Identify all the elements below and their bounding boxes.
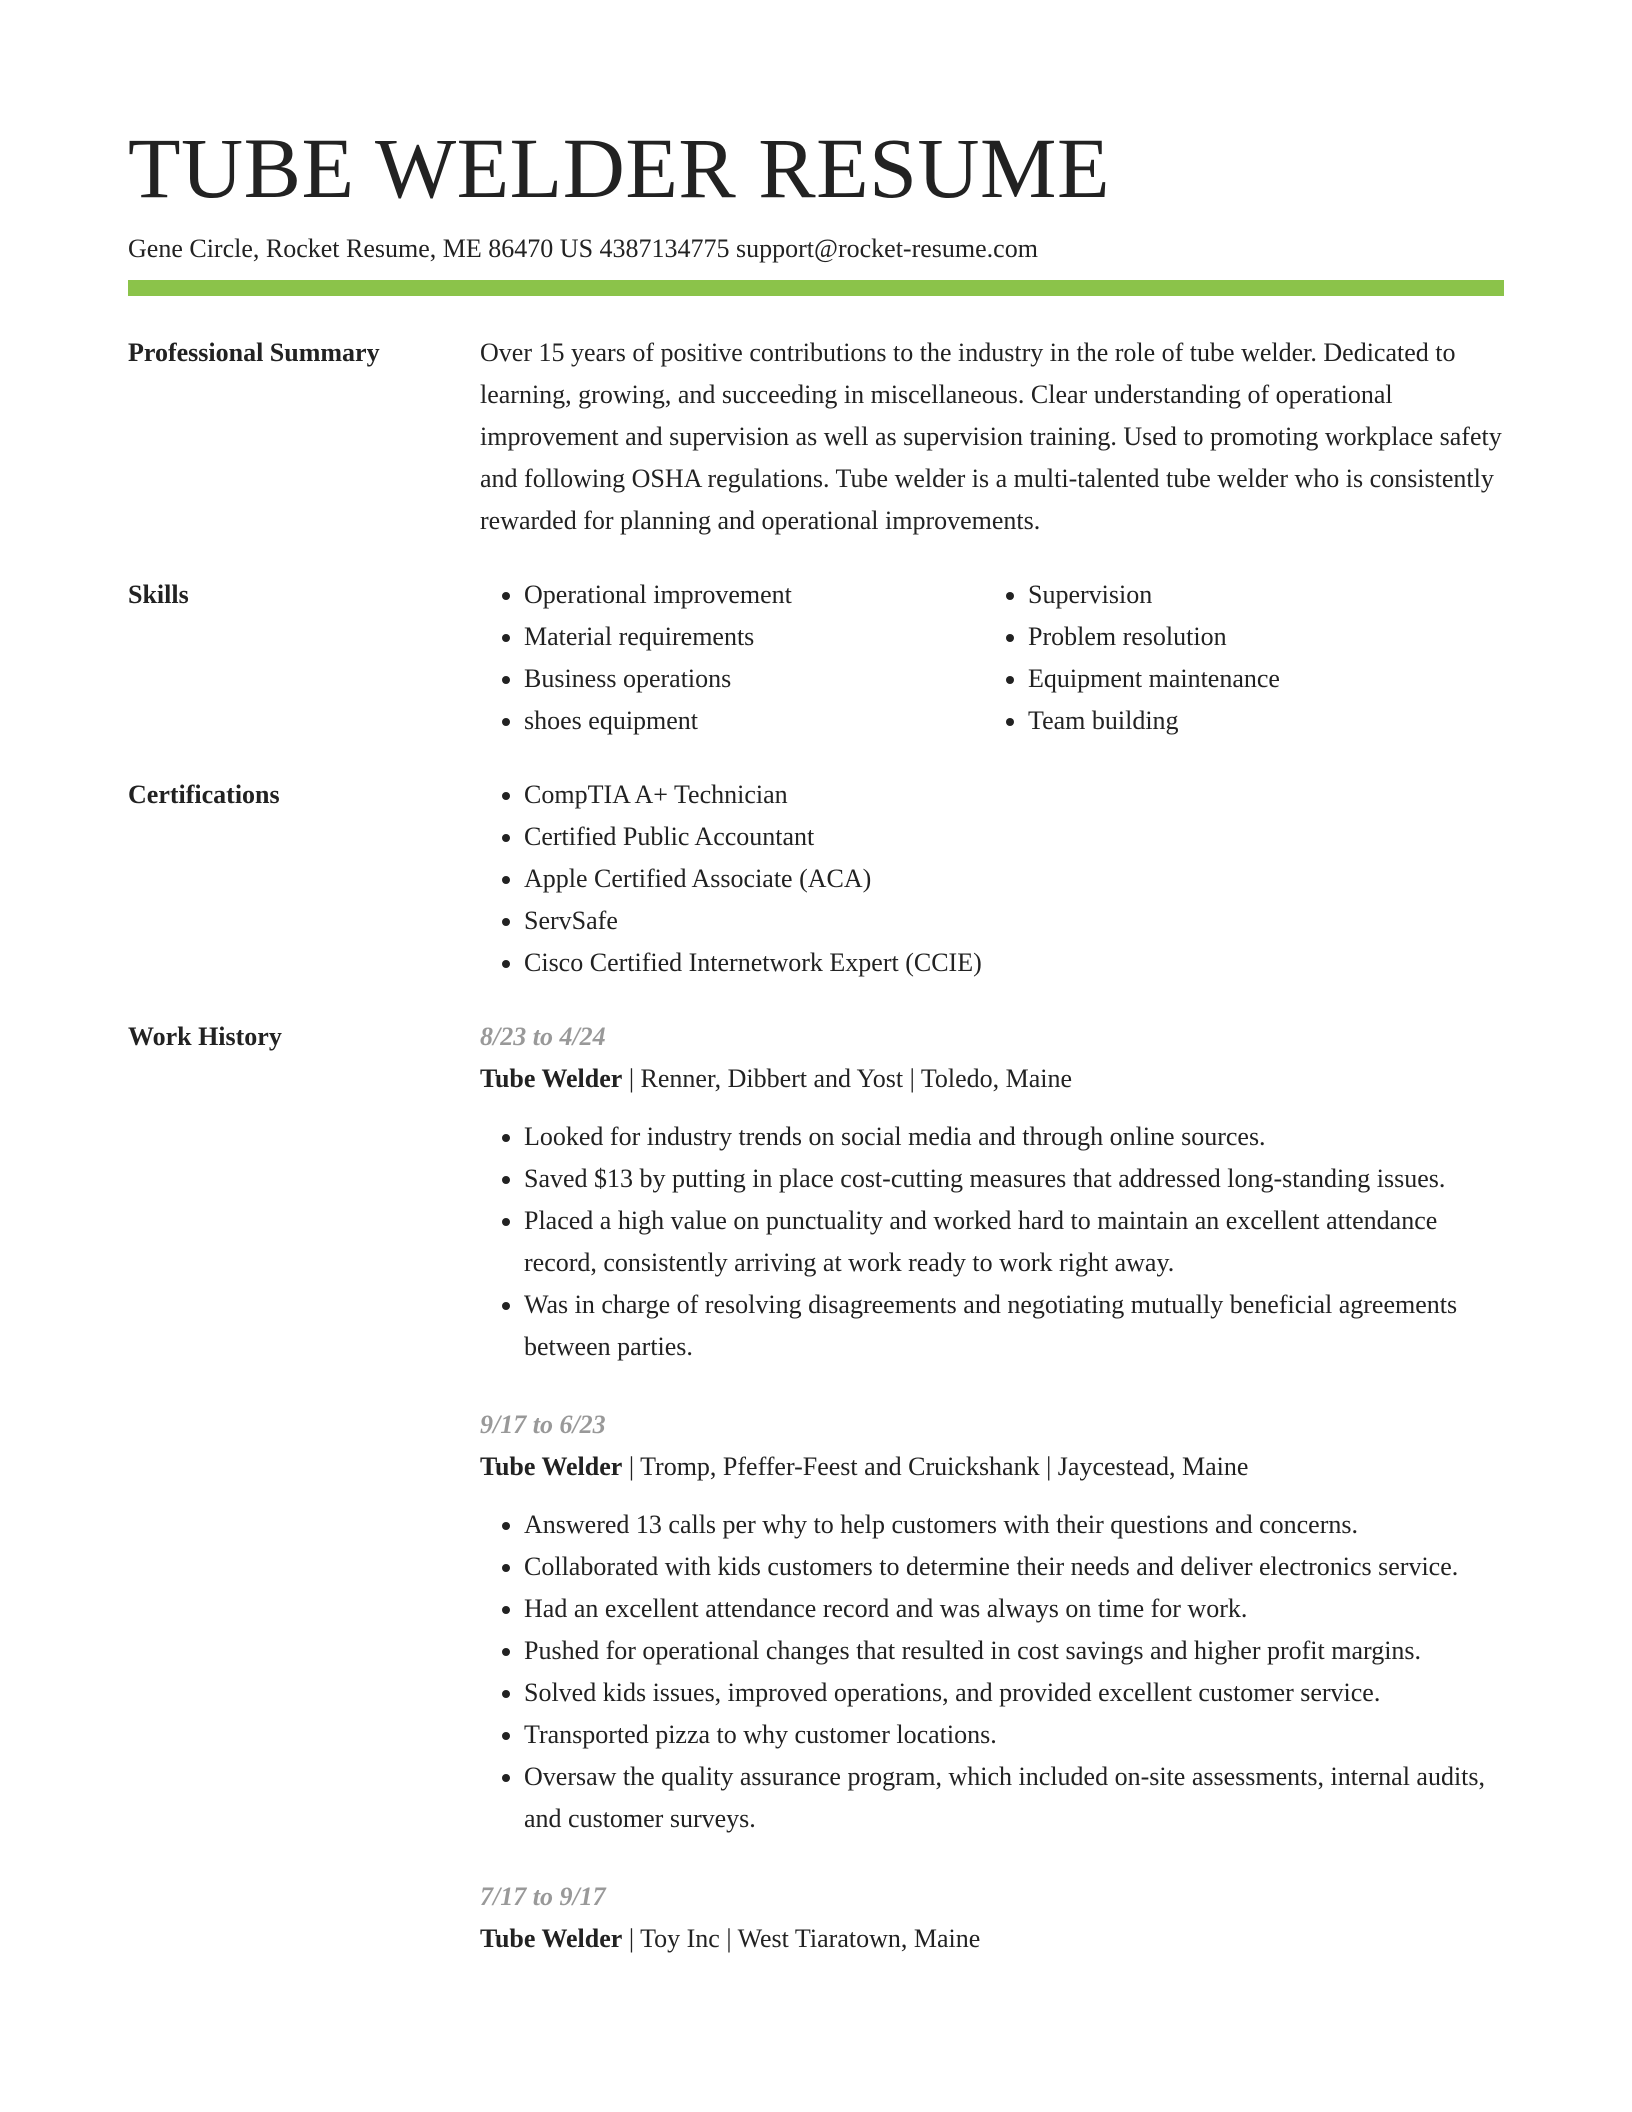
skill-item: • Problem resolution: [1028, 616, 1488, 658]
job-bullet: • Was in charge of resolving disagreements and negotiating mutually beneficial agreements between parties.: [524, 1284, 1504, 1368]
job-bullet: • Collaborated with kids customers to determine their needs and deliver electronics service.: [524, 1546, 1504, 1588]
job-heading: [480, 1058, 1504, 1100]
certifications-list: [480, 774, 1504, 984]
header-divider: [128, 280, 1504, 296]
skill-item: • Operational improvement: [524, 574, 984, 616]
resume-title: TUBE WELDER RESUME: [128, 120, 1111, 216]
job-details: | Tromp, Pfeffer-Feest and Cruickshank | Jaycestead, Maine: [622, 1452, 1249, 1481]
certification-item: • Cisco Certified Internetwork Expert (CCIE): [524, 942, 1504, 984]
certification-item: • Apple Certified Associate (ACA): [524, 858, 1504, 900]
job-entry: [480, 1404, 1504, 1840]
job-bullets: [480, 1116, 1504, 1368]
resume-page: [128, 118, 1504, 1996]
job-bullet: • Solved kids issues, improved operations, and provided excellent customer service.: [524, 1672, 1504, 1714]
job-heading: [480, 1918, 1504, 1960]
skills-list-left: [480, 574, 984, 742]
job-details: | Renner, Dibbert and Yost | Toledo, Maine: [622, 1064, 1073, 1093]
job-bullet: • Looked for industry trends on social media and through online sources.: [524, 1116, 1504, 1158]
contact-line: Gene Circle, Rocket Resume, ME 86470 US 4387134775 support@rocket-resume.com: [128, 234, 1038, 263]
skills-list-right: [984, 574, 1488, 742]
skills-body: [480, 574, 1504, 742]
skill-item: • Material requirements: [524, 616, 984, 658]
job-bullet: • Placed a high value on punctuality and worked hard to maintain an excellent attendance record, consistently arriving at work ready to work right away.: [524, 1200, 1504, 1284]
job-bullet: • Saved $13 by putting in place cost-cutting measures that addressed long-standing issues.: [524, 1158, 1504, 1200]
summary-text: Over 15 years of positive contributions to the industry in the role of tube welder. Dedicated to learning, growing, and succeeding in miscellaneous. Clear understanding of operational improvement and supervision as well as supervision training. Used to promoting workplace safety and following OSHA regulations. Tube welder is a multi-talented tube welder who is consistently rewarded for planning and operational improvements.: [480, 338, 1502, 535]
summary-body: [480, 332, 1504, 542]
job-title: Tube Welder: [480, 1064, 623, 1093]
job-bullet: • Oversaw the quality assurance program, which included on-site assessments, internal audits, and customer surveys.: [524, 1756, 1504, 1840]
section-label-certifications: Certifications: [128, 780, 280, 809]
job-bullet: • Transported pizza to why customer locations.: [524, 1714, 1504, 1756]
skills-section: [128, 574, 1504, 742]
work-history-body: [480, 1016, 1504, 1996]
job-title: Tube Welder: [480, 1452, 623, 1481]
job-bullet: • Answered 13 calls per why to help customers with their questions and concerns.: [524, 1504, 1504, 1546]
section-label-summary: Professional Summary: [128, 338, 380, 367]
certification-item: • CompTIA A+ Technician: [524, 774, 1504, 816]
skill-item: • Business operations: [524, 658, 984, 700]
job-entry: [480, 1016, 1504, 1368]
skill-item: • Supervision: [1028, 574, 1488, 616]
job-title: Tube Welder: [480, 1924, 623, 1953]
job-dates: 9/17 to 6/23: [480, 1410, 606, 1439]
summary-section: [128, 332, 1504, 542]
job-dates: 8/23 to 4/24: [480, 1022, 606, 1051]
job-bullet: • Pushed for operational changes that resulted in cost savings and higher profit margins.: [524, 1630, 1504, 1672]
section-label-skills: Skills: [128, 580, 189, 609]
certifications-body: [480, 774, 1504, 984]
job-dates: 7/17 to 9/17: [480, 1882, 606, 1911]
job-entry: [480, 1876, 1504, 1960]
certifications-section: [128, 774, 1504, 984]
work-history-section: [128, 1016, 1504, 1996]
job-bullets: [480, 1504, 1504, 1840]
job-details: | Toy Inc | West Tiaratown, Maine: [622, 1924, 981, 1953]
section-label-work-history: Work History: [128, 1022, 282, 1051]
skill-item: • Team building: [1028, 700, 1488, 742]
job-heading: [480, 1446, 1504, 1488]
skill-item: • shoes equipment: [524, 700, 984, 742]
certification-item: • Certified Public Accountant: [524, 816, 1504, 858]
job-bullet: • Had an excellent attendance record and was always on time for work.: [524, 1588, 1504, 1630]
certification-item: • ServSafe: [524, 900, 1504, 942]
skill-item: • Equipment maintenance: [1028, 658, 1488, 700]
